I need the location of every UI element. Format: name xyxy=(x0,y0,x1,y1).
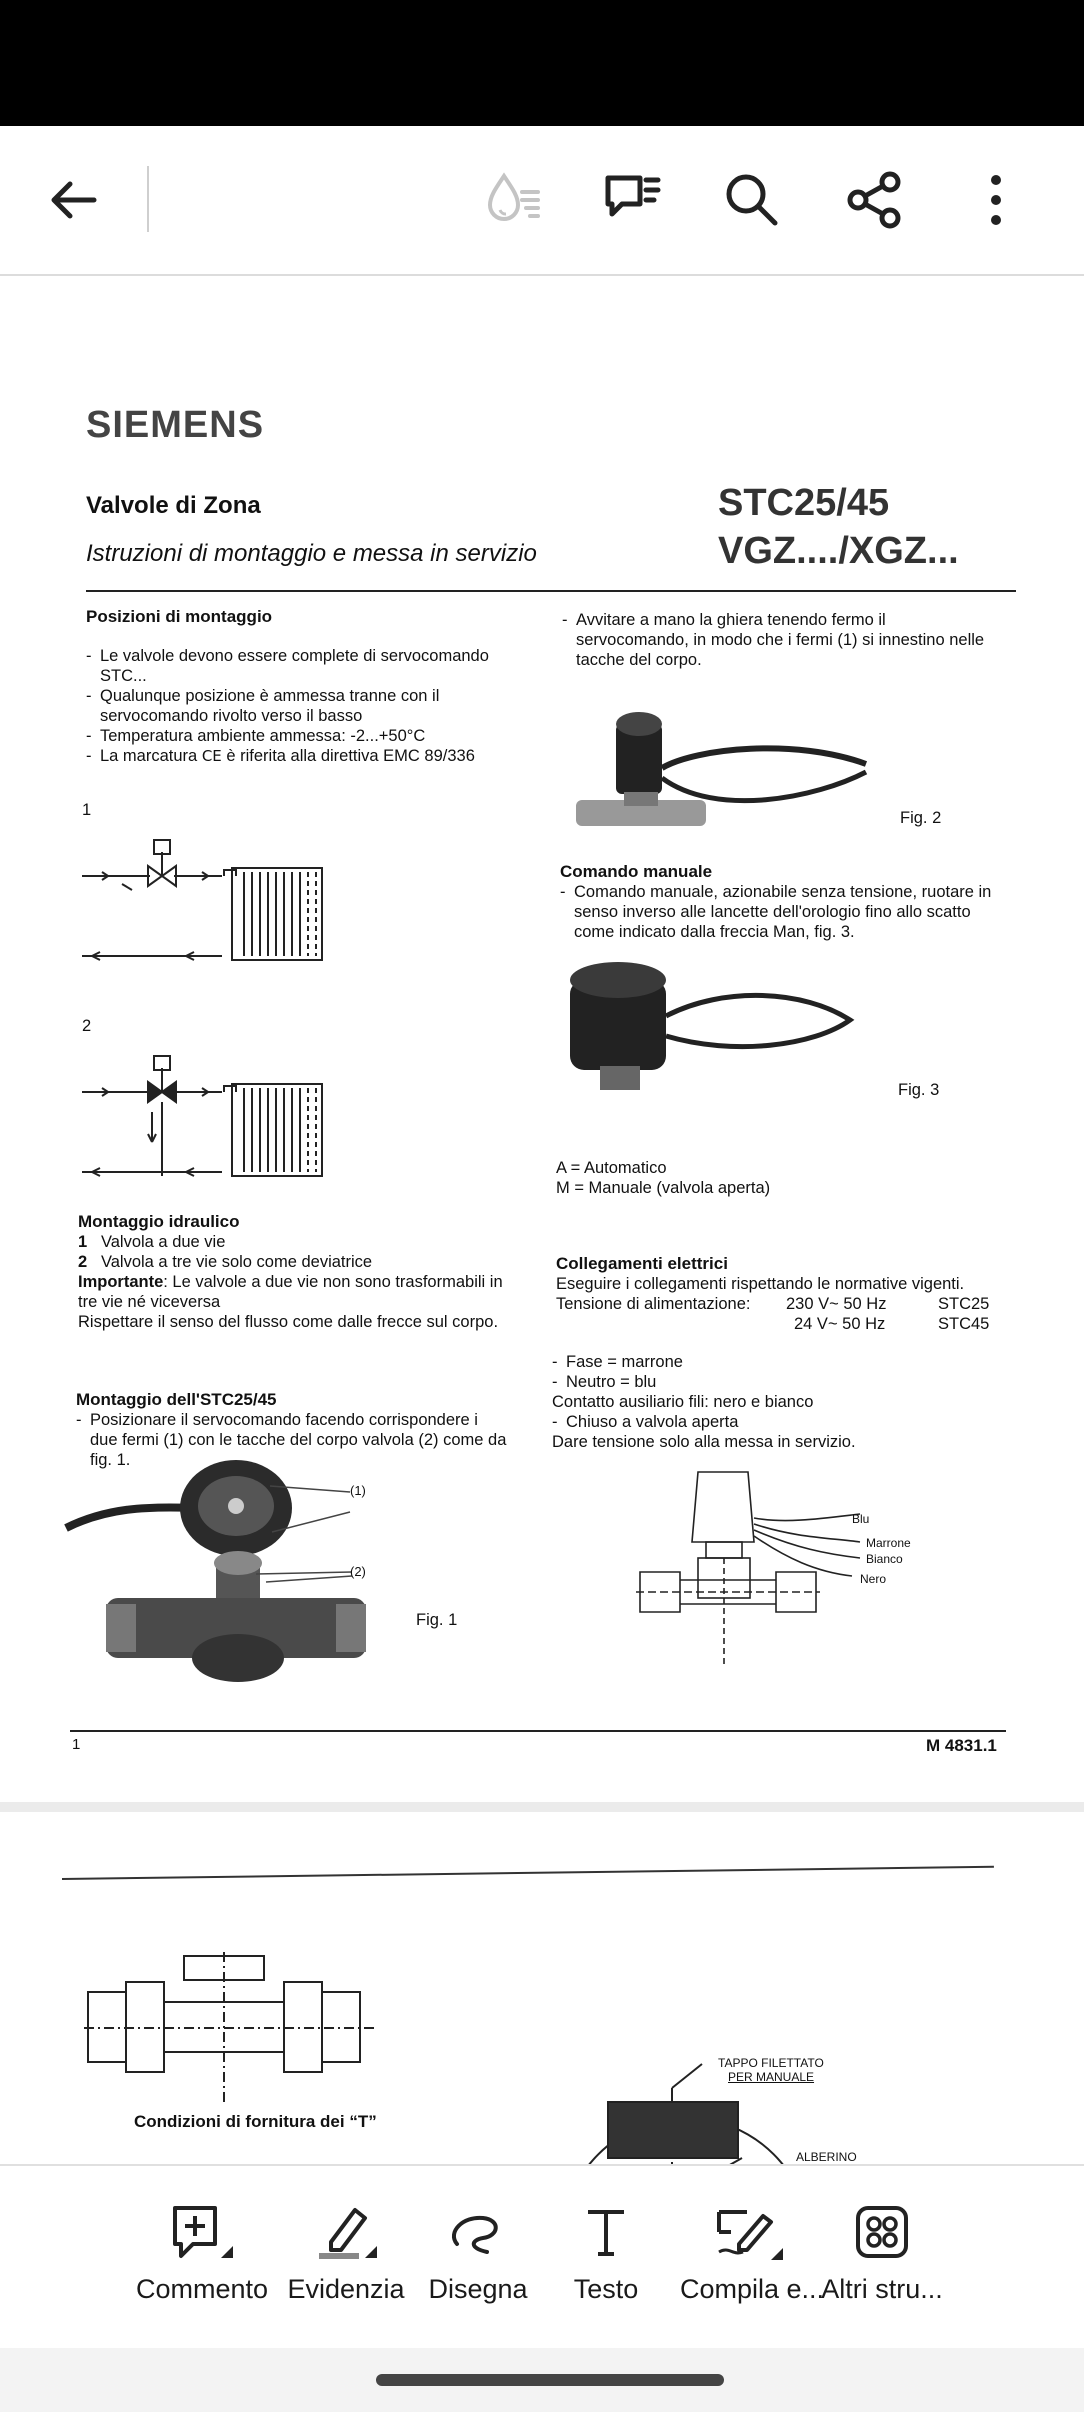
liquid-mode-icon xyxy=(480,168,544,232)
wire-label-nero: Nero xyxy=(860,1572,887,1586)
section-title-elettrici: Collegamenti elettrici xyxy=(556,1254,728,1273)
model-code-2: VGZ..../XGZ... xyxy=(718,530,959,572)
fig3-caption: Fig. 3 xyxy=(898,1081,940,1099)
header-rule xyxy=(86,590,1016,592)
fig2-photo xyxy=(566,688,896,848)
page2-rule xyxy=(62,1866,994,1880)
section-title-posizioni: Posizioni di montaggio xyxy=(86,607,273,626)
share-button[interactable] xyxy=(838,164,910,236)
highlighter-icon xyxy=(311,2202,381,2262)
diagram-label-2: 2 xyxy=(82,1017,92,1035)
fig3-photo xyxy=(564,956,864,1106)
fig1-callout-2: (2) xyxy=(350,1564,366,1579)
comments-list-button[interactable] xyxy=(596,164,668,236)
wire-label-marrone: Marrone xyxy=(866,1536,911,1550)
tool-disegna[interactable]: Disegna xyxy=(408,2202,548,2305)
text-icon xyxy=(576,2202,636,2262)
brand-logo: SIEMENS xyxy=(86,404,265,446)
tensione-value-1: 230 V~ 50 Hz xyxy=(786,1295,887,1313)
wiring-diagram xyxy=(636,1468,866,1668)
comments-list-icon xyxy=(600,168,664,232)
more-button[interactable] xyxy=(960,164,1032,236)
tool-evidenzia[interactable]: Evidenzia xyxy=(276,2202,416,2305)
diagram-label-1: 1 xyxy=(82,801,92,819)
back-button[interactable] xyxy=(38,164,110,236)
tappo-label-2: PER MANUALE xyxy=(728,2070,815,2084)
search-icon xyxy=(722,170,782,230)
page2-caption: Condizioni di fornitura dei “T” xyxy=(134,2112,377,2131)
tool-commento[interactable]: Commento xyxy=(132,2202,272,2305)
status-bar xyxy=(0,0,1084,126)
section-title-manuale: Comando manuale xyxy=(560,862,713,881)
tee-fitting-drawing xyxy=(84,1952,374,2102)
three-way-valve-diagram xyxy=(82,1052,382,1182)
tensione-value-2: 24 V~ 50 Hz xyxy=(794,1315,886,1333)
document-page-1 xyxy=(0,276,1084,1802)
document-viewer[interactable] xyxy=(0,276,1084,2164)
fill-sign-icon xyxy=(713,2202,787,2262)
section-title-idraulico: Montaggio idraulico xyxy=(78,1212,240,1231)
share-icon xyxy=(844,170,904,230)
toolbar-separator xyxy=(147,166,149,232)
liquid-mode-button[interactable] xyxy=(476,164,548,236)
wiring-notes: - Fase = marrone - Neutro = blu Contatto ausiliario fili: nero e bianco - Chiuso a valvola aperta Dare tensione solo alla messa in servizio. xyxy=(552,1353,856,1451)
tappo-label-1: TAPPO FILETTATO xyxy=(718,2056,824,2070)
ce-mark: CE xyxy=(201,747,222,765)
fig1-callout-1: (1) xyxy=(350,1483,366,1498)
system-nav-bar xyxy=(0,2348,1084,2412)
arrow-left-icon xyxy=(46,172,102,228)
fig1-photo xyxy=(66,1438,386,1688)
bottom-toolbar xyxy=(0,2164,1084,2350)
idraulico-text: 1 Valvola a due vie 2 Valvola a tre vie solo come deviatrice Importante: Le valvole a due vie non sono trasformabili in tre vie né viceversa Rispettare il senso del flusso come dalle frecce sul corpo. xyxy=(78,1233,503,1331)
tool-altri[interactable]: Altri stru... xyxy=(812,2202,952,2305)
wire-label-bianco: Bianco xyxy=(866,1552,903,1566)
manuale-text: - Comando manuale, azionabile senza tensione, ruotare in senso inverso alle lancette dell'orologio fino allo scatto come indicato dalla freccia Man, fig. 3. xyxy=(560,883,992,941)
more-vert-icon xyxy=(976,170,1016,230)
two-way-valve-diagram xyxy=(82,836,382,966)
wire-label-blu: Blu xyxy=(852,1512,870,1526)
elettrici-text: Eseguire i collegamenti rispettando le normative vigenti. xyxy=(556,1275,965,1293)
tensione-model-2: STC45 xyxy=(938,1315,990,1333)
document-code: M 4831.1 xyxy=(926,1736,997,1755)
footer-rule xyxy=(70,1730,1006,1732)
comment-add-icon xyxy=(167,2202,237,2262)
home-gesture-handle[interactable] xyxy=(376,2374,724,2386)
fig1-caption: Fig. 1 xyxy=(416,1611,458,1629)
page-number: 1 xyxy=(72,1736,81,1753)
tool-testo[interactable]: Testo xyxy=(536,2202,676,2305)
posizioni-list: - Le valvole devono essere complete di servocomando STC... - Qualunque posizione è ammessa tranne con il servocomando rivolto verso il basso - Temperatura ambiente ammessa: -2...+50°C - La marcatura CE è riferita alla direttiva EMC 89/336 xyxy=(86,647,489,765)
model-code-1: STC25/45 xyxy=(718,482,890,524)
tensione-label: Tensione di alimentazione: xyxy=(556,1295,751,1313)
draw-icon xyxy=(443,2202,513,2262)
top-toolbar xyxy=(0,126,1084,276)
header-subtitle: Istruzioni di montaggio e messa in servizio xyxy=(86,540,537,567)
header-title: Valvole di Zona xyxy=(86,492,261,519)
avvitare-text: - Avvitare a mano la ghiera tenendo fermo il servocomando, in modo che i fermi (1) si innestino nelle tacche del corpo. xyxy=(562,611,985,669)
stc-text: - Posizionare il servocomando facendo corrispondere i due fermi (1) con le tacche del corpo valvola (2) come da fig. 1. xyxy=(76,1411,507,1469)
mode-legend: A = Automatico M = Manuale (valvola aperta) xyxy=(556,1159,771,1197)
tool-compila[interactable]: Compila e... xyxy=(680,2202,820,2305)
fig2-caption: Fig. 2 xyxy=(900,809,942,827)
tensione-model-1: STC25 xyxy=(938,1295,990,1313)
more-tools-icon xyxy=(852,2202,912,2262)
alberino-label-1: ALBERINO xyxy=(796,2150,857,2164)
search-button[interactable] xyxy=(716,164,788,236)
section-title-stc: Montaggio dell'STC25/45 xyxy=(76,1390,277,1409)
